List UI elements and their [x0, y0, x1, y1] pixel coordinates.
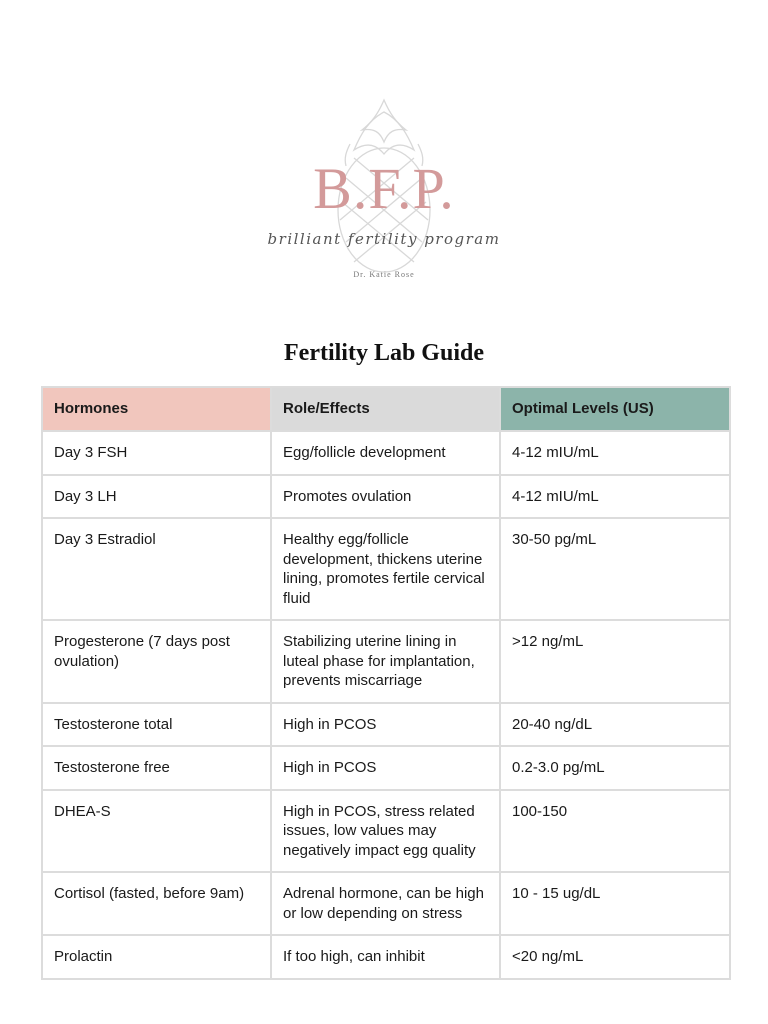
cell-level: 4-12 mIU/mL	[500, 431, 730, 475]
table-row	[42, 935, 730, 979]
cell-level: 100-150	[500, 790, 730, 873]
cell-level: <20 ng/mL	[500, 935, 730, 979]
table-row	[42, 518, 730, 620]
table-row	[42, 872, 730, 935]
cell-hormone: Testosterone free	[42, 746, 271, 790]
table-row	[42, 746, 730, 790]
cell-role: High in PCOS, stress related issues, low values may negatively impact egg quality	[271, 790, 500, 873]
logo-letters: B.F.P.	[313, 156, 455, 221]
cell-hormone: Testosterone total	[42, 703, 271, 747]
cell-level: 0.2-3.0 pg/mL	[500, 746, 730, 790]
cell-hormone: DHEA-S	[42, 790, 271, 873]
cell-hormone: Cortisol (fasted, before 9am)	[42, 872, 271, 935]
cell-level: 20-40 ng/dL	[500, 703, 730, 747]
table-row	[42, 431, 730, 475]
cell-hormone: Day 3 LH	[42, 475, 271, 519]
cell-hormone: Day 3 FSH	[42, 431, 271, 475]
cell-level: 30-50 pg/mL	[500, 518, 730, 620]
table-row	[42, 620, 730, 703]
cell-role: Stabilizing uterine lining in luteal phase for implantation, prevents miscarriage	[271, 620, 500, 703]
header-role-effects: Role/Effects	[271, 387, 500, 431]
cell-hormone: Day 3 Estradiol	[42, 518, 271, 620]
table-row	[42, 790, 730, 873]
table-header-row	[42, 387, 730, 431]
cell-role: High in PCOS	[271, 703, 500, 747]
cell-level: 10 - 15 ug/dL	[500, 872, 730, 935]
header-optimal-levels: Optimal Levels (US)	[500, 387, 730, 431]
cell-level: 4-12 mIU/mL	[500, 475, 730, 519]
logo-author: Dr. Katie Rose	[353, 270, 415, 279]
cell-role: If too high, can inhibit	[271, 935, 500, 979]
cell-hormone: Progesterone (7 days post ovulation)	[42, 620, 271, 703]
header-hormones: Hormones	[42, 387, 271, 431]
table-row	[42, 703, 730, 747]
page-title: Fertility Lab Guide	[284, 340, 484, 366]
lab-guide-table	[41, 386, 731, 980]
cell-role: High in PCOS	[271, 746, 500, 790]
cell-role: Egg/follicle development	[271, 431, 500, 475]
cell-role: Adrenal hormone, can be high or low depending on stress	[271, 872, 500, 935]
logo-tagline: brilliant fertility program	[267, 230, 501, 248]
cell-role: Healthy egg/follicle development, thickens uterine lining, promotes fertile cervical fluid	[271, 518, 500, 620]
table-row	[42, 475, 730, 519]
cell-level: >12 ng/mL	[500, 620, 730, 703]
cell-hormone: Prolactin	[42, 935, 271, 979]
cell-role: Promotes ovulation	[271, 475, 500, 519]
brand-logo	[250, 92, 518, 287]
